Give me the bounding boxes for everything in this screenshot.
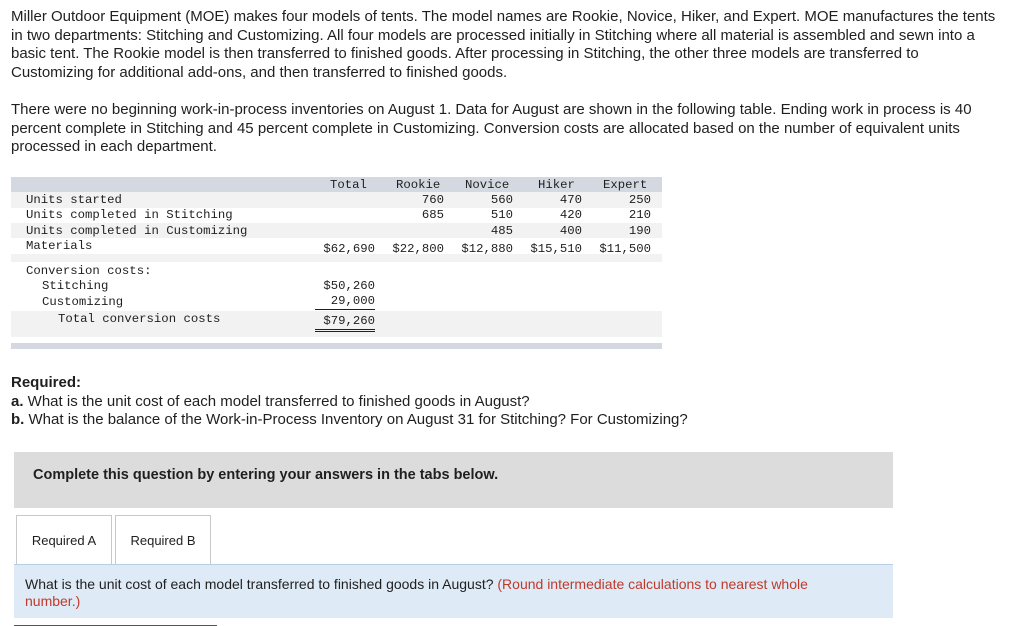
- required-b: [11, 411, 1001, 430]
- table-cell: 420: [559, 208, 582, 222]
- instruction-banner-text: Complete this question by entering your answers in the tabs below.: [33, 467, 499, 483]
- row-label: Stitching: [42, 279, 109, 293]
- required-heading: Required:: [11, 374, 82, 391]
- col-header-rookie: Rookie: [396, 178, 441, 192]
- table-cell: 400: [559, 224, 582, 238]
- instruction-banner: [14, 452, 893, 508]
- table-cell: 685: [421, 208, 444, 222]
- row-label: Conversion costs:: [26, 264, 152, 278]
- table-cell: 560: [490, 193, 513, 207]
- required-section: [11, 374, 1001, 430]
- rounding-hint: (Round intermediate calculations to nearest whole number.): [25, 576, 808, 609]
- table-cell: 470: [559, 193, 582, 207]
- table-cell: $15,510: [530, 242, 582, 256]
- row-label: Units completed in Customizing: [26, 224, 248, 238]
- table-cell: $22,800: [392, 242, 444, 256]
- table-cell: 250: [628, 193, 651, 207]
- table-cell: 190: [628, 224, 651, 238]
- col-header-total: Total: [330, 178, 367, 192]
- question-text-block: [25, 576, 865, 610]
- row-label: Total conversion costs: [58, 312, 221, 326]
- question-text: What is the unit cost of each model transferred to finished goods in August?: [25, 576, 498, 592]
- table-cell: $79,260: [315, 314, 375, 332]
- table-cell: 485: [490, 224, 513, 238]
- required-b-label: b.: [11, 411, 25, 428]
- table-cell: $62,690: [323, 242, 375, 256]
- required-a-label: a.: [11, 392, 24, 410]
- data-table: [11, 177, 662, 349]
- row-label: Customizing: [42, 295, 124, 309]
- tab-required-a[interactable]: Required A: [16, 515, 112, 564]
- col-header-expert: Expert: [603, 178, 648, 192]
- required-a-text: What is the unit cost of each model transferred to finished goods in August?: [23, 392, 530, 410]
- row-label: Units completed in Stitching: [26, 208, 233, 222]
- required-a: [11, 393, 1001, 412]
- row-label: Units started: [26, 193, 122, 207]
- table-cell: 760: [421, 193, 444, 207]
- question-panel: [14, 564, 893, 618]
- table-cell: $11,500: [599, 242, 651, 256]
- table-cell: $12,880: [461, 242, 513, 256]
- col-header-novice: Novice: [465, 178, 510, 192]
- table-cell: $50,260: [323, 279, 375, 293]
- table-cell: 210: [628, 208, 651, 222]
- row-label: Materials: [26, 239, 93, 253]
- tab-required-b[interactable]: Required B: [115, 515, 211, 564]
- intro-paragraph-2: There were no beginning work-in-process inventories on August 1. Data for August are shown in the following table. Ending work in process is 40 percent complete in Stitching and 45 percent complete in Customizing. Conversion costs are allocated based on the number of equivalent units processed in each department.: [11, 101, 972, 155]
- table-cell: 29,000: [315, 294, 375, 310]
- required-b-text: What is the balance of the Work-in-Process Inventory on August 31 for Stitching? For Customizing?: [24, 411, 688, 428]
- intro-paragraph-1: Miller Outdoor Equipment (MOE) makes four models of tents. The model names are Rookie, Novice, Hiker, and Expert. MOE manufactures the tents in two departments: Stitching and Customizing. All four models are processed initially in Stitching where all material is assembled and sewn into a basic tent. The Rookie model is then transferred to finished goods. After processing in Stitching, the other three models are transferred to Customizing for additional add-ons, and then transferred to finished goods.: [11, 8, 996, 81]
- col-header-hiker: Hiker: [538, 178, 575, 192]
- table-cell: 510: [490, 208, 513, 222]
- table-footer-band: [11, 343, 662, 349]
